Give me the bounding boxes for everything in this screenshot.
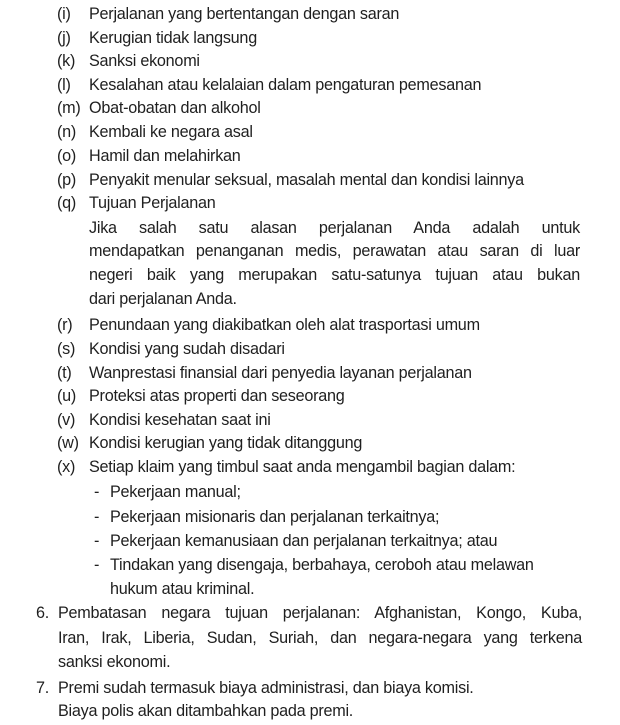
dash-item: Tindakan yang disengaja, berbahaya, ceroboh atau melawan [110, 556, 534, 574]
item-6-line: Iran, Irak, Liberia, Sudan, Suriah, dan negara-negara yang terkena [58, 629, 582, 647]
item-7-line: Premi sudah termasuk biaya administrasi, dan biaya komisi. [58, 679, 474, 697]
sub-item-marker: (p) [57, 171, 77, 189]
sub-item-text: Sanksi ekonomi [89, 52, 200, 70]
sub-item-text: Kesalahan atau kelalaian dalam pengaturan pemesanan [89, 76, 482, 94]
sub-item-marker: (n) [57, 123, 77, 141]
sub-item-text: Wanprestasi finansial dari penyedia layanan perjalanan [89, 364, 472, 382]
item-6-line: Pembatasan negara tujuan perjalanan: Afghanistan, Kongo, Kuba, [58, 604, 582, 622]
sub-item-text: Tujuan Perjalanan [89, 194, 216, 212]
item-number: 6. [36, 604, 50, 622]
item-6-line: sanksi ekonomi. [58, 653, 171, 671]
sub-item-text: Kondisi kerugian yang tidak ditanggung [89, 434, 363, 452]
dash-item: Pekerjaan kemanusiaan dan perjalanan terkaitnya; atau [110, 532, 498, 550]
sub-item-marker: (x) [57, 458, 76, 476]
sub-item-marker: (t) [57, 364, 72, 382]
sub-item-text: Hamil dan melahirkan [89, 147, 241, 165]
sub-item-marker: (j) [57, 29, 71, 47]
sub-item-text: Proteksi atas properti dan seseorang [89, 387, 345, 405]
q-paragraph-line: dari perjalanan Anda. [89, 290, 237, 308]
sub-item-text: Penyakit menular seksual, masalah mental dan kondisi lainnya [89, 171, 524, 189]
dash-item: hukum atau kriminal. [110, 580, 255, 598]
sub-item-marker: (m) [57, 99, 81, 117]
q-paragraph-line: mendapatkan penanganan medis, perawatan atau saran di luar [89, 242, 580, 260]
sub-item-marker: (r) [57, 316, 73, 334]
dash-item: Pekerjaan manual; [110, 483, 241, 501]
sub-item-marker: (q) [57, 194, 77, 212]
dash-marker: - [94, 508, 100, 526]
sub-item-marker: (o) [57, 147, 77, 165]
sub-item-marker: (v) [57, 411, 76, 429]
sub-item-text: Perjalanan yang bertentangan dengan saran [89, 5, 400, 23]
item-7-line: Biaya polis akan ditambahkan pada premi. [58, 702, 354, 720]
sub-item-marker: (u) [57, 387, 77, 405]
sub-item-text: Penundaan yang diakibatkan oleh alat trasportasi umum [89, 316, 480, 334]
item-number: 7. [36, 679, 50, 697]
dash-item: Pekerjaan misionaris dan perjalanan terkaitnya; [110, 508, 440, 526]
sub-item-marker: (w) [57, 434, 79, 452]
q-paragraph-line: negeri baik yang merupakan satu-satunya tujuan atau bukan [89, 266, 580, 284]
sub-item-marker: (s) [57, 340, 76, 358]
sub-item-text: Setiap klaim yang timbul saat anda mengambil bagian dalam: [89, 458, 516, 476]
sub-item-text: Kerugian tidak langsung [89, 29, 257, 47]
sub-item-text: Kondisi kesehatan saat ini [89, 411, 271, 429]
q-paragraph-line: Jika salah satu alasan perjalanan Anda adalah untuk [89, 219, 580, 237]
dash-marker: - [94, 483, 100, 501]
sub-item-marker: (k) [57, 52, 76, 70]
dash-marker: - [94, 556, 100, 574]
sub-item-text: Obat-obatan dan alkohol [89, 99, 261, 117]
sub-item-marker: (l) [57, 76, 71, 94]
sub-item-text: Kembali ke negara asal [89, 123, 253, 141]
sub-item-text: Kondisi yang sudah disadari [89, 340, 285, 358]
sub-item-marker: (i) [57, 5, 71, 23]
dash-marker: - [94, 532, 100, 550]
